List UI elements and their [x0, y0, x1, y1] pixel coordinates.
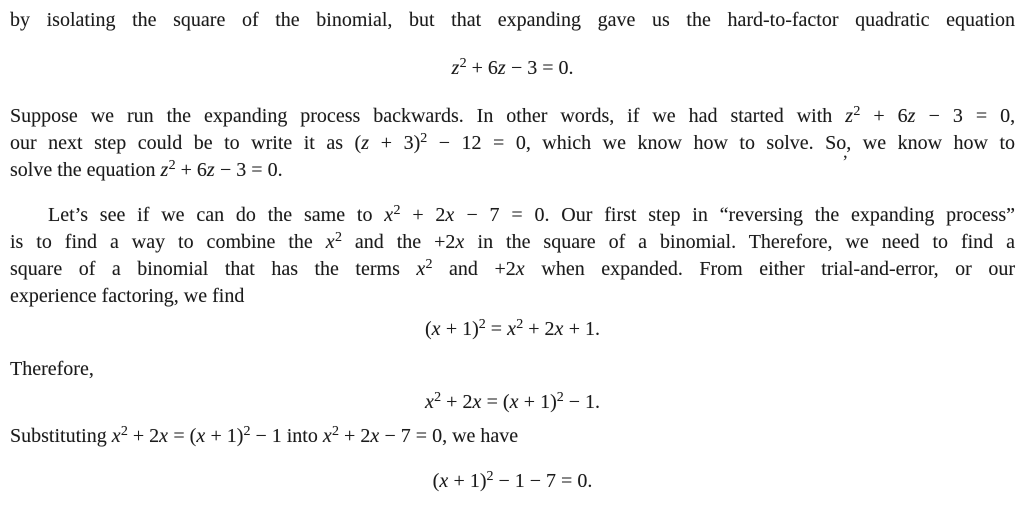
para1-line1	[10, 7, 1015, 34]
math-segment: $x^2 + 2x = (x + 1)^2 - 1$.	[424, 390, 601, 413]
para3-line1	[10, 202, 1015, 229]
text-segment: experience factoring, we find	[10, 285, 245, 307]
text-segment: Therefore,	[10, 358, 94, 380]
text-segment: we have	[447, 425, 519, 447]
math-segment: $x^2$	[416, 257, 433, 280]
math-segment: $z^2 + 6z - 3 = 0$.	[160, 158, 283, 181]
text-segment: and the	[341, 231, 435, 253]
equation-1	[10, 53, 1015, 83]
math-segment: $z^2 + 6z - 3 = 0$,	[845, 104, 1016, 127]
math-segment: +2x	[434, 231, 465, 253]
text-segment: which we know how to solve. So, we know how to	[530, 132, 1016, 154]
para2-line1	[10, 103, 1015, 130]
para3-line2	[10, 229, 1015, 256]
text-segment: and	[432, 258, 495, 280]
therefore-line	[10, 356, 1015, 383]
text-segment: is to find a way to combine the	[10, 231, 326, 253]
stray-mark-artifact: ’	[842, 152, 849, 173]
text-segment: in the square of a binomial. Therefore, we need to find a	[464, 231, 1016, 253]
text-segment: Let’s see if we can do the same to	[48, 204, 385, 226]
para3-line3	[10, 256, 1015, 283]
para3-line4	[10, 283, 1015, 310]
text-segment: when expanded. From either trial-and-error, or our	[524, 258, 1015, 280]
equation-3	[10, 387, 1015, 417]
math-segment: $x^2 + 2x - 7 = 0$,	[322, 424, 448, 447]
substituting-line	[10, 423, 1015, 450]
text-segment: Substituting	[10, 425, 112, 447]
math-segment: $z^2 + 6z - 3 = 0$.	[451, 56, 574, 79]
math-segment: $x^2 + 2x - 7 = 0$.	[384, 203, 550, 226]
math-segment: $x^2$	[325, 230, 342, 253]
math-segment: $x^2 + 2x = (x + 1)^2 - 1$	[111, 424, 282, 447]
text-segment: our next step could be to write it as	[10, 132, 355, 154]
math-segment: $(x + 1)^2 = x^2 + 2x + 1$.	[424, 317, 601, 340]
equation-4	[10, 466, 1015, 496]
text-segment: into	[281, 425, 323, 447]
para2-line2	[10, 130, 1015, 157]
text-segment: square of a binomial that has the terms	[10, 258, 417, 280]
text-segment: by isolating the square of the binomial, but that expanding gave us the hard-to-factor quadratic equation	[10, 9, 1015, 31]
text-segment: solve the equation	[10, 159, 161, 181]
equation-2	[10, 314, 1015, 344]
para2-line3	[10, 157, 1015, 184]
text-segment: Our first step in “reversing the expanding process”	[549, 204, 1016, 226]
math-segment: $(z + 3)^2 - 12 = 0$,	[354, 131, 531, 154]
math-segment: $(x + 1)^2 - 1 - 7 = 0$.	[432, 469, 593, 492]
text-segment: Suppose we run the expanding process backwards. In other words, if we had started with	[10, 105, 846, 127]
math-segment: +2x	[494, 258, 525, 280]
